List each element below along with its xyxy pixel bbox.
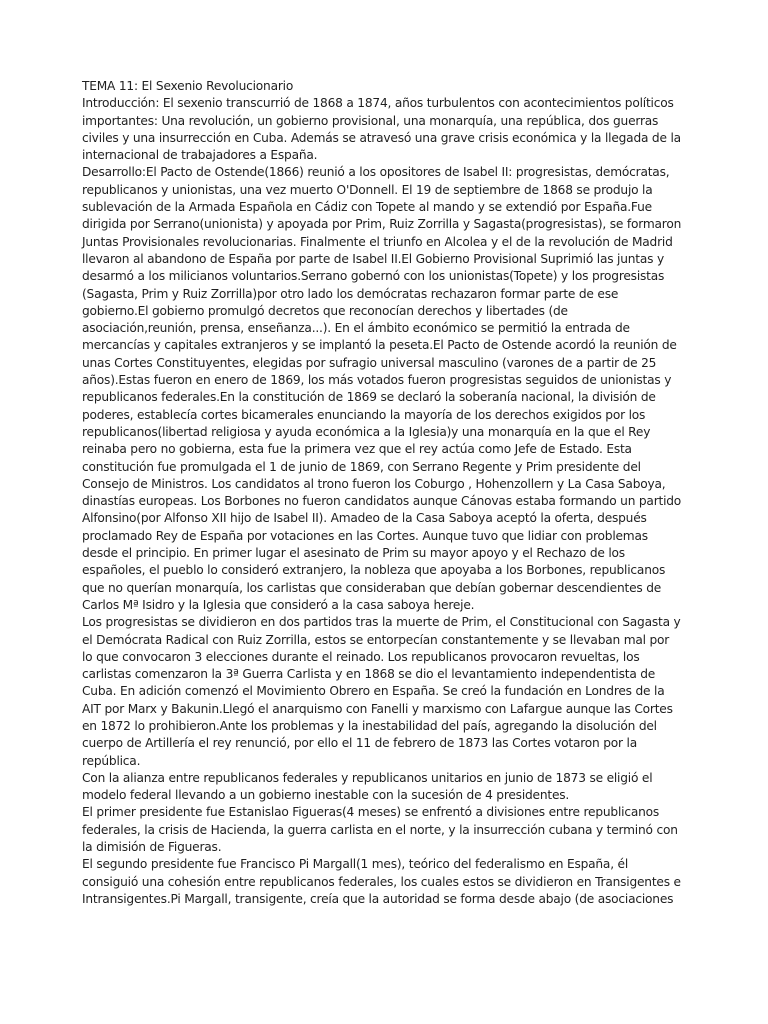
paragraph-progressive-split: Los progresistas se dividieron en dos partidos tras la muerte de Prim, el Constitucional con Sagasta y el Demócrata Radical con Ruiz Zorrilla, estos se entorpecían constantemente y se llevaban mal por lo que convocaron 3 elecciones durante el reinado. Los republicanos provocaron revueltas, los carlistas comenzaron la 3ª Guerra Carlista y en 1868 se dio el levantamiento independentista de Cuba. En adición comenzó el Movimiento Obrero en España. Se creó la fundación en Londres de la AIT por Marx y Bakunin.Llegó el anarquismo con Fanelli y marxismo con Lafargue aunque las Cortes en 1872 lo prohibieron.Ante los problemas y la inestabilidad del país, agregando la disolución del cuerpo de Artillería el rey renunció, por ello el 11 de febrero de 1873 las Cortes votaron por la república. bbox=[82, 615, 681, 768]
paragraph-introduction: Introducción: El sexenio transcurrió de 1868 a 1874, años turbulentos con acontecimientos políticos importantes: Una revolución, un gobierno provisional, una monarquía, una república, dos guerras civiles y una insurrección en Cuba. Además se atravesó una grave crisis económica y la llegada de la internacional de trabajadores a España. bbox=[82, 96, 681, 163]
paragraph-federal-alliance: Con la alianza entre republicanos federales y republicanos unitarios en junio de 1873 se eligió el modelo federal llevando a un gobierno inestable con la sucesión de 4 presidentes. bbox=[82, 770, 653, 803]
paragraph-first-president: El primer presidente fue Estanislao Figueras(4 meses) se enfrentó a divisiones entre republicanos federales, la crisis de Hacienda, la guerra carlista en el norte, y la insurrección cubana y terminó con la dimisión de Figueras. bbox=[82, 805, 678, 855]
paragraph-second-president: El segundo presidente fue Francisco Pi Margall(1 mes), teórico del federalismo en España, él consiguió una cohesión entre republicanos federales, los cuales estos se dividieron en Transigentes e Intransigentes.Pi Margall, transigente, creía que la autoridad se forma desde abajo (de asociaciones bbox=[82, 857, 681, 906]
document-page bbox=[82, 78, 682, 908]
paragraph-development: Desarrollo:El Pacto de Ostende(1866) reunió a los opositores de Isabel II: progresistas, demócratas, republicanos y unionistas, una vez muerto O'Donnell. El 19 de septiembre de 1868 se produjo la sublevación de la Armada Española en Cádiz con Topete al mando y se extendió por España.Fue dirigida por Serrano(unionista) y apoyada por Prim, Ruiz Zorrilla y Sagasta(progresistas), se formaron Juntas Provisionales revolucionarias. Finalmente el triunfo en Alcolea y el de la revolución de Madrid llevaron al abandono de España por parte de Isabel II.El Gobierno Provisional Suprimió las juntas y desarmó a los milicianos voluntarios.Serrano gobernó con los unionistas(Topete) y los progresistas (Sagasta, Prim y Ruiz Zorrilla)por otro lado los demócratas rechazaron formar parte de ese gobierno.El gobierno promulgó decretos que reconocían derechos y libertades (de asociación,reunión, prensa, enseñanza...). En el ámbito económico se permitió la entrada de mercancías y capitales extranjeros y se implantó la peseta.El Pacto de Ostende acordó la reunión de unas Cortes Constituyentes, elegidas por sufragio universal masculino (varones de a partir de 25 años).Estas fueron en enero de 1869, los más votados fueron progresistas seguidos de unionistas y republicanos federales.En la constitución de 1869 se declaró la soberanía nacional, la división de poderes, establecía cortes bicamerales enunciando la mayoría de los derechos exigidos por los republicanos(libertad religiosa y ayuda económica a la Iglesia)y una monarquía en la que el Rey reinaba pero no gobierna, esta fue la primera vez que el rey actúa como Jefe de Estado. Esta constitución fue promulgada el 1 de junio de 1869, con Serrano Regente y Prim presidente del Consejo de Ministros. Los candidatos al trono fueron los Coburgo , Hohenzollern y La Casa Saboya, dinastías europeas. Los Borbones no fueron candidatos aunque Cánovas estaba formando un partido Alfonsino(por Alfonso XII hijo de Isabel II). Amadeo de la Casa Saboya aceptó la oferta, después proclamado Rey de España por votaciones en las Cortes. Aunque tuvo que lidiar con problemas desde el principio. En primer lugar el asesinato de Prim su mayor apoyo y el Rechazo de los españoles, el pueblo lo consideró extranjero, la nobleza que apoyaba a los Borbones, republicanos que no querían monarquía, los carlistas que consideraban que debían gobernar descendientes de Carlos Mª Isidro y la Iglesia que consideró a la casa saboya hereje. bbox=[82, 165, 682, 612]
document-title: TEMA 11: El Sexenio Revolucionario bbox=[82, 79, 294, 93]
